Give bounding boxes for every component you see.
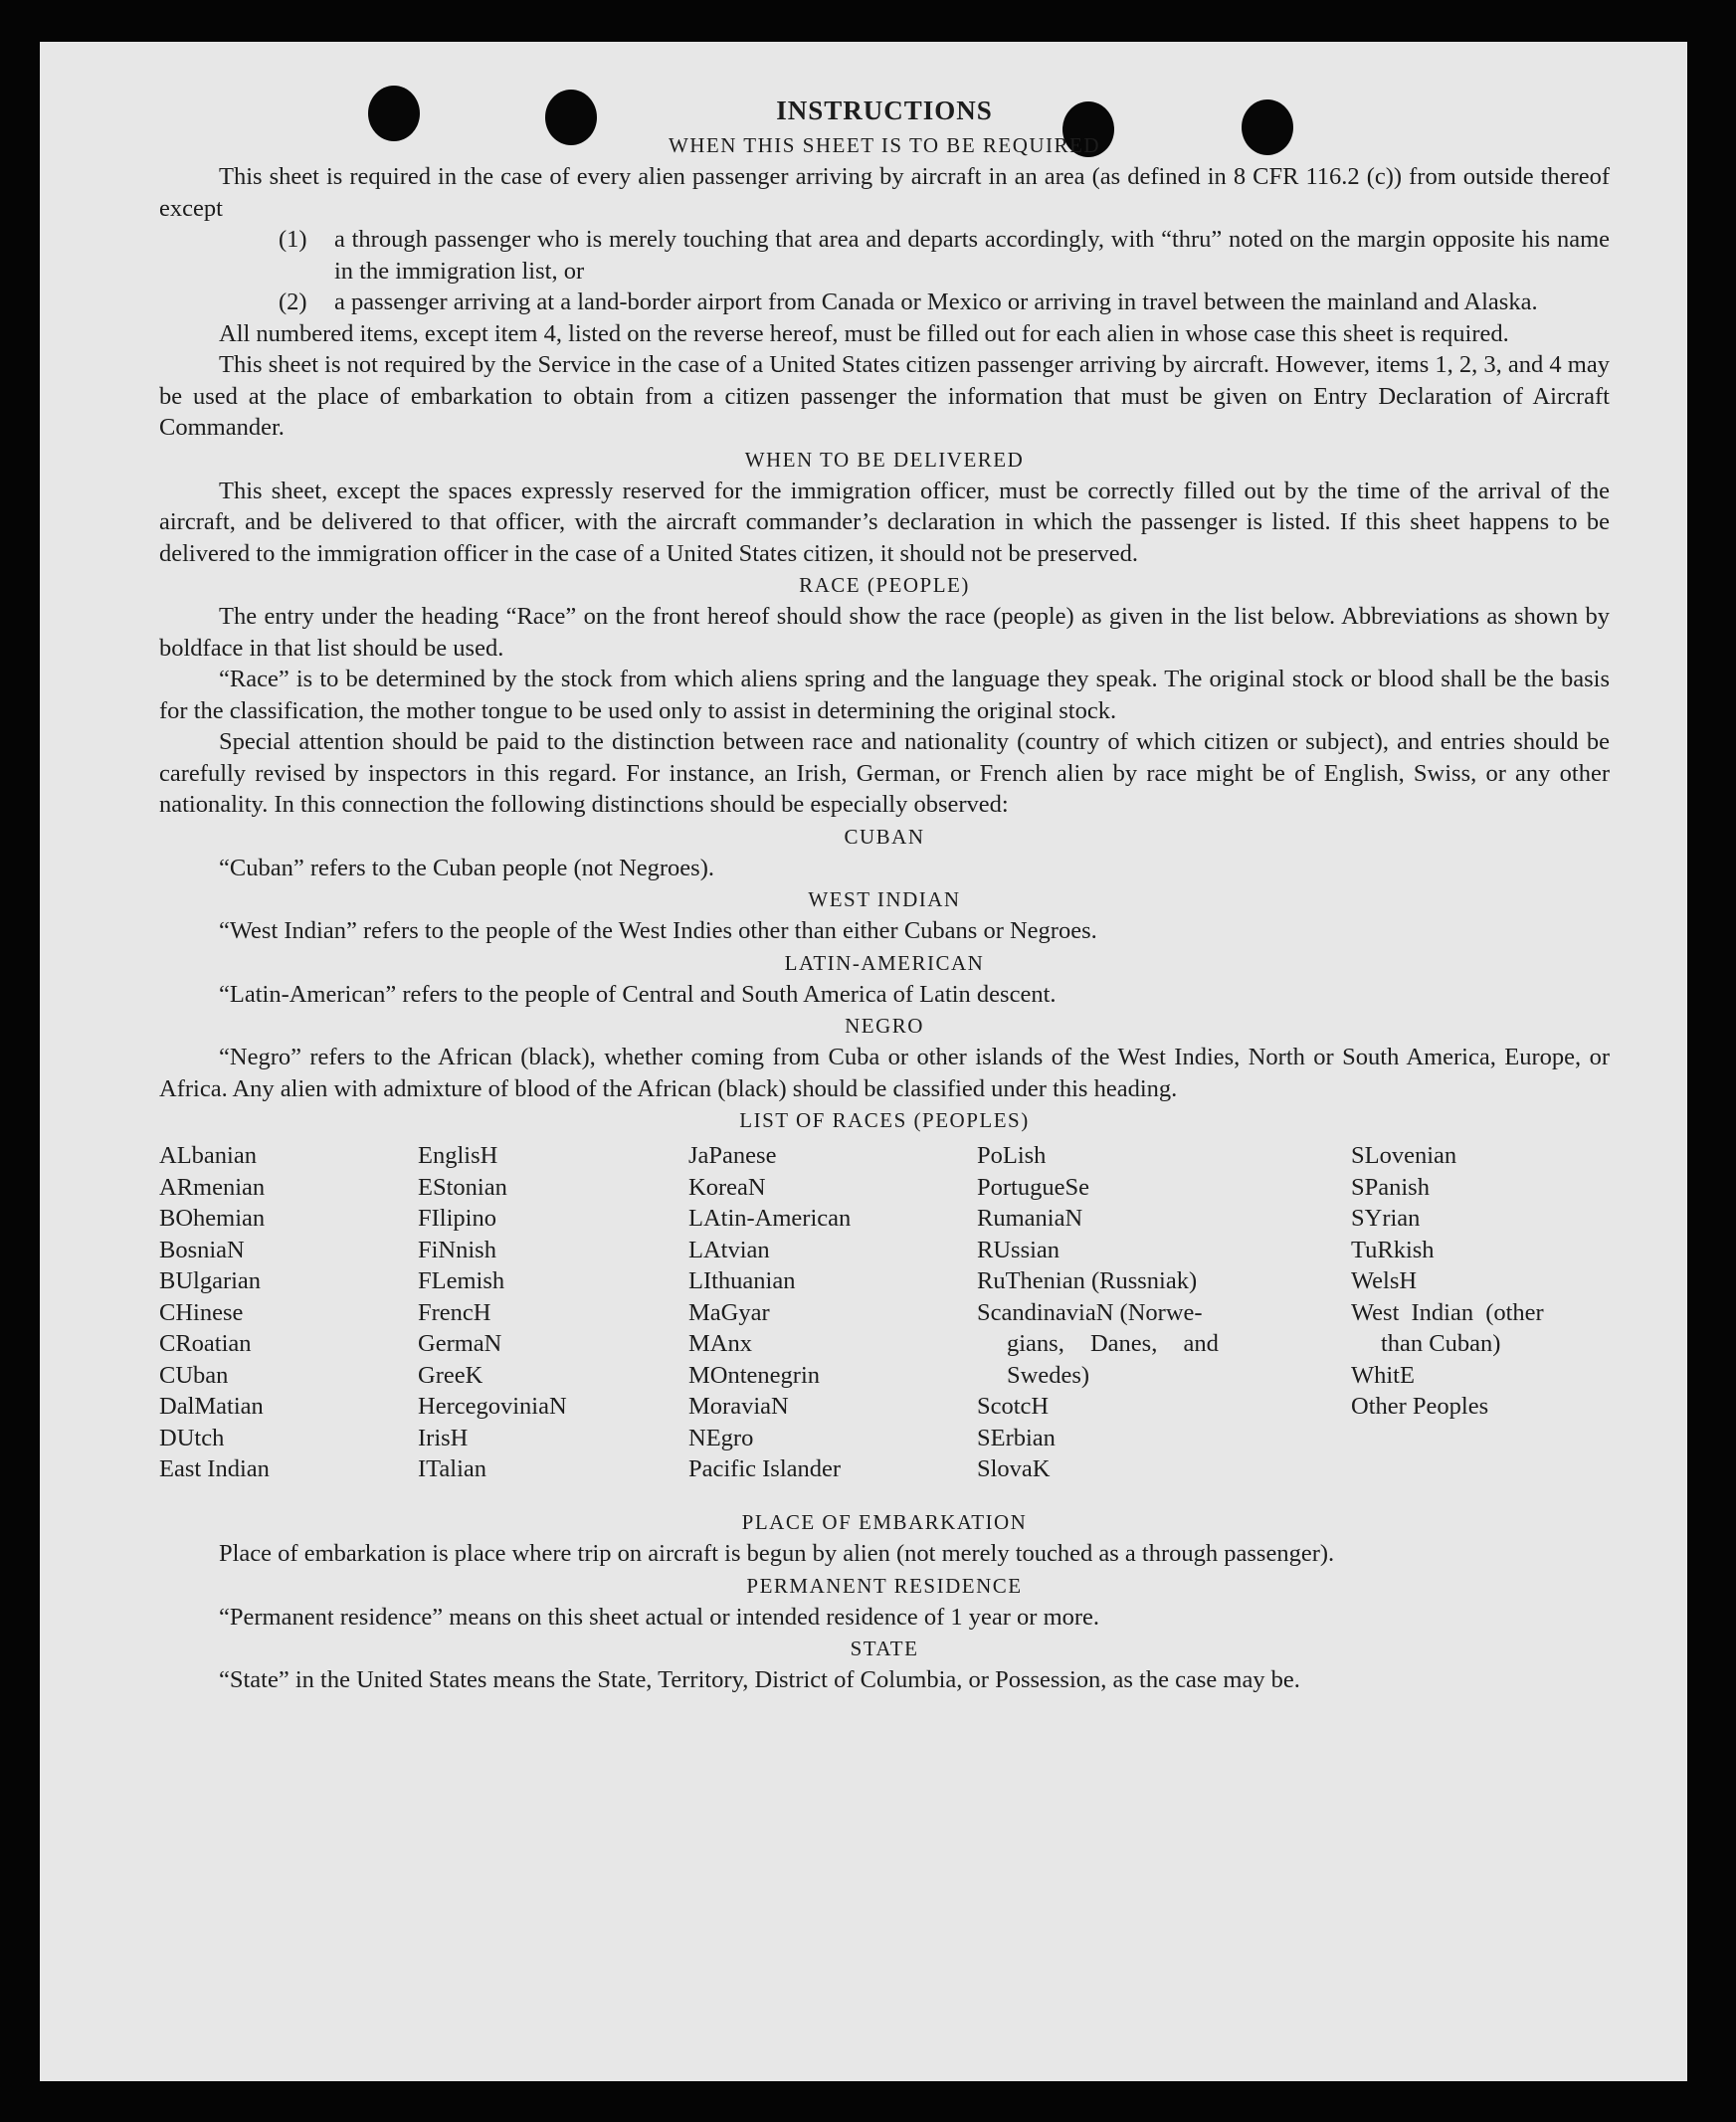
instructions-content <box>159 92 1610 1696</box>
race-entry: RUssian <box>977 1236 1061 1263</box>
race-entry: MoraviaN <box>688 1393 789 1420</box>
race-entry: ITalian <box>418 1455 487 1482</box>
race-entry: RuThenian (Russniak) <box>977 1267 1198 1294</box>
race-entry: FiNnish <box>418 1236 496 1263</box>
race-entry: SErbian <box>977 1424 1056 1451</box>
race-entry: PortugueSe <box>977 1173 1089 1201</box>
section-heading: LATIN-AMERICAN <box>784 950 985 975</box>
paragraph: Place of embarkation is place where trip on aircraft is begun by alien (not merely touched as a through passenger). <box>219 1540 1335 1567</box>
races-list <box>159 1140 1610 1506</box>
item-number: (2) <box>279 289 307 315</box>
list-item <box>279 287 1610 318</box>
race-entry: WhitE <box>1351 1361 1415 1389</box>
race-entry: TuRkish <box>1351 1236 1435 1263</box>
race-entry: MaGyar <box>688 1298 770 1326</box>
race-entry: FLemish <box>418 1267 505 1294</box>
section-heading: WHEN THIS SHEET IS TO BE REQUIRED <box>668 133 1101 157</box>
page-title: INSTRUCTIONS <box>776 96 993 125</box>
race-entry: West Indian (other <box>1351 1298 1544 1326</box>
race-entry: IrisH <box>418 1424 469 1451</box>
paragraph: All numbered items, except item 4, listed on the reverse hereof, must be filled out for each alien in whose case this sheet is required. <box>219 319 1509 347</box>
race-entry: EStonian <box>418 1173 507 1201</box>
race-entry: GreeK <box>418 1361 483 1389</box>
race-entry: BosniaN <box>159 1236 245 1263</box>
race-entry: MOntenegrin <box>688 1361 820 1389</box>
section-heading: CUBAN <box>844 824 925 849</box>
section-heading: RACE (PEOPLE) <box>799 573 970 597</box>
race-entry: NEgro <box>688 1424 754 1451</box>
paragraph: “West Indian” refers to the people of the West Indies other than either Cubans or Negroes. <box>219 917 1097 944</box>
race-entry: JaPanese <box>688 1142 777 1169</box>
race-entry: DalMatian <box>159 1393 264 1420</box>
paragraph: Special attention should be paid to the distinction between race and nationality (country of which citizen or subject), and entries should be carefully revised by inspectors in this regard. For instance, an Irish, German, or French alien by race might be of English, Swiss, or any other nationality. In this connection the following distinctions should be especially observed: <box>159 728 1610 818</box>
races-column-2 <box>418 1140 647 1485</box>
race-entry: RumaniaN <box>977 1205 1083 1232</box>
race-entry: ScotcH <box>977 1393 1050 1420</box>
race-entry: Other Peoples <box>1351 1393 1489 1420</box>
race-entry: Pacific Islander <box>688 1455 842 1482</box>
races-column-3 <box>688 1140 947 1485</box>
section-heading: PLACE OF EMBARKATION <box>741 1510 1028 1534</box>
race-entry: EnglisH <box>418 1142 498 1169</box>
paragraph: This sheet, except the spaces expressly reserved for the immigration officer, must be correctly filled out by the time of the arrival of the aircraft, and be delivered to that officer, with the aircraft commander’s declaration in which the passenger is listed. If this sheet happens to be delivered to the immigration officer in the case of a United States citizen, it should not be preserved. <box>159 477 1610 567</box>
document-page <box>40 42 1687 2081</box>
paragraph: This sheet is required in the case of every alien passenger arriving by aircraft in an area (as defined in 8 CFR 116.2 (c)) from outside thereof except <box>159 163 1610 222</box>
item-number: (1) <box>279 226 307 253</box>
race-entry: LAtin-American <box>688 1205 852 1232</box>
race-entry: FrencH <box>418 1298 491 1326</box>
section-heading: WHEN TO BE DELIVERED <box>744 447 1025 472</box>
race-entry: SlovaK <box>977 1455 1051 1482</box>
section-heading: PERMANENT RESIDENCE <box>746 1573 1023 1598</box>
paragraph: “Latin-American” refers to the people of Central and South America of Latin descent. <box>219 980 1057 1008</box>
race-entry: East Indian <box>159 1455 270 1482</box>
race-entry-continued: gians, Danes, and <box>1007 1330 1219 1357</box>
race-entry: ARmenian <box>159 1173 266 1201</box>
race-entry: SYrian <box>1351 1205 1421 1232</box>
section-heading: STATE <box>850 1637 919 1660</box>
item-text: a passenger arriving at a land-border airport from Canada or Mexico or arriving in travel between the mainland and Alaska. <box>334 289 1538 315</box>
race-entry: PoLish <box>977 1142 1047 1169</box>
races-column-4 <box>977 1140 1275 1485</box>
race-entry-continued: Swedes) <box>1007 1361 1090 1389</box>
races-column-1 <box>159 1140 388 1485</box>
paragraph: “Cuban” refers to the Cuban people (not Negroes). <box>219 854 714 881</box>
race-entry: MAnx <box>688 1330 752 1357</box>
race-entry: SLovenian <box>1351 1142 1457 1169</box>
section-heading: LIST OF RACES (PEOPLES) <box>739 1108 1030 1132</box>
race-entry-continued: than Cuban) <box>1381 1330 1501 1357</box>
paragraph: “Negro” refers to the African (black), whether coming from Cuba or other islands of the West Indies, North or South America, Europe, or Africa. Any alien with admixture of blood of the African (black) should be classified under this heading. <box>159 1044 1610 1102</box>
race-entry: BUlgarian <box>159 1267 262 1294</box>
race-entry: KoreaN <box>688 1173 766 1201</box>
paragraph: “Race” is to be determined by the stock from which aliens spring and the language they speak. The original stock or blood shall be the basis for the classification, the mother tongue to be used only to assist in determining the original stock. <box>159 666 1610 724</box>
race-entry: CHinese <box>159 1298 244 1326</box>
paragraph: “Permanent residence” means on this sheet actual or intended residence of 1 year or more. <box>219 1603 1100 1631</box>
race-entry: HercegoviniaN <box>418 1393 567 1420</box>
race-entry: LAtvian <box>688 1236 770 1263</box>
race-entry: ALbanian <box>159 1142 257 1169</box>
race-entry: SPanish <box>1351 1173 1430 1201</box>
list-item <box>279 224 1610 287</box>
race-entry: ScandinaviaN (Norwe- <box>977 1298 1203 1326</box>
race-entry: GermaN <box>418 1330 502 1357</box>
race-entry: WelsH <box>1351 1267 1418 1294</box>
race-entry: CUban <box>159 1361 229 1389</box>
race-entry: LIthuanian <box>688 1267 796 1294</box>
paragraph: This sheet is not required by the Service in the case of a United States citizen passenger arriving by aircraft. However, items 1, 2, 3, and 4 may be used at the place of embarkation to obtain from a citizen passenger the information that must be given on Entry Declaration of Aircraft Commander. <box>159 351 1610 441</box>
race-entry: DUtch <box>159 1424 225 1451</box>
section-heading: NEGRO <box>845 1014 924 1038</box>
race-entry: BOhemian <box>159 1205 266 1232</box>
race-entry: FIlipino <box>418 1205 496 1232</box>
paragraph: The entry under the heading “Race” on the front hereof should show the race (people) as given in the list below. Abbreviations as shown by boldface in that list should be used. <box>159 603 1610 662</box>
race-entry: CRoatian <box>159 1330 252 1357</box>
races-column-5 <box>1351 1140 1610 1423</box>
item-text: a through passenger who is merely touching that area and departs accordingly, with “thru” noted on the margin opposite his name in the immigration list, or <box>334 226 1610 285</box>
paragraph: “State” in the United States means the State, Territory, District of Columbia, or Possession, as the case may be. <box>219 1666 1300 1693</box>
section-heading: WEST INDIAN <box>808 887 961 911</box>
